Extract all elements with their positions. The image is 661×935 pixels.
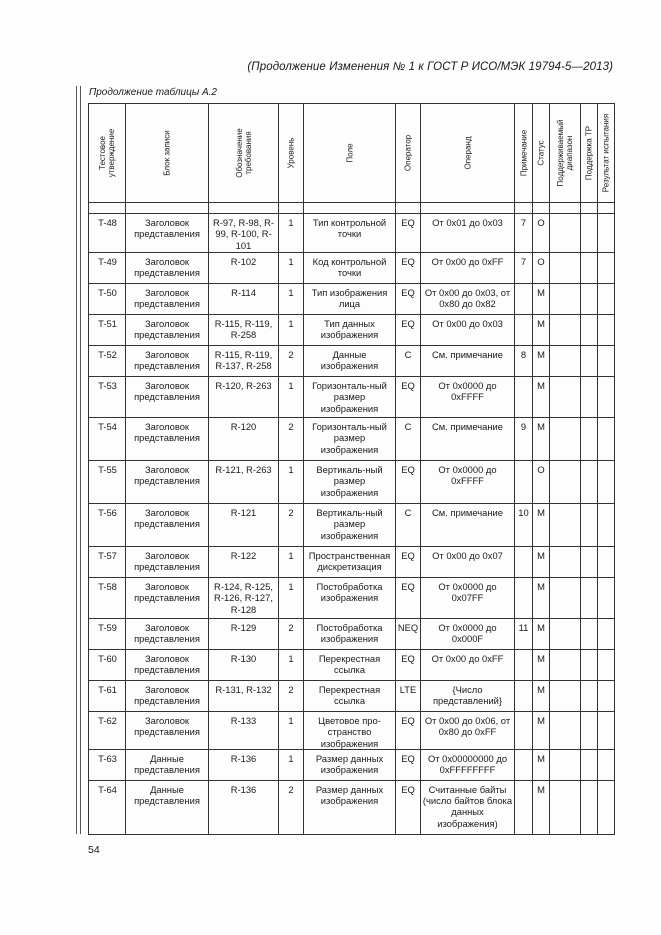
cell-test-id: T-57 <box>89 547 126 578</box>
cell-status: M <box>533 749 550 780</box>
cell-operator: C <box>396 346 421 377</box>
col-header-level: Уровень <box>279 104 304 203</box>
cell-record-block: Заголовок представления <box>126 578 209 619</box>
cell-test-id: T-63 <box>89 749 126 780</box>
cell-operator: EQ <box>396 650 421 681</box>
cell-note <box>515 681 533 712</box>
table-row <box>89 547 615 578</box>
cell-level: 1 <box>279 749 304 780</box>
cell-level: 1 <box>279 284 304 315</box>
cell-operand: См. примечание <box>421 418 515 461</box>
cell-status: M <box>533 780 550 834</box>
cell-range <box>550 346 581 377</box>
cell-field: Горизонталь-ный размер изображения <box>304 377 396 418</box>
cell-record-block: Заголовок представления <box>126 461 209 504</box>
cell-field: Перекрестная ссылка <box>304 681 396 712</box>
cell-level: 1 <box>279 547 304 578</box>
col-header-result: Результат испытания <box>598 104 615 203</box>
cell-field: Постобработка изображения <box>304 619 396 650</box>
cell-level: 1 <box>279 712 304 750</box>
col-header-req: Обозначение требования <box>209 104 279 203</box>
cell-result <box>598 712 615 750</box>
cell-range <box>550 253 581 284</box>
cell-range <box>550 504 581 547</box>
cell-operand: От 0x00 до 0xFF <box>421 650 515 681</box>
cell-result <box>598 377 615 418</box>
cell-operator: C <box>396 504 421 547</box>
cell-operand: От 0x00 до 0x06, от 0x80 до 0xFF <box>421 712 515 750</box>
cell-tp-support <box>581 253 598 284</box>
cell-tp-support <box>581 214 598 253</box>
cell-level: 1 <box>279 214 304 253</box>
cell-status: M <box>533 619 550 650</box>
cell-test-id: T-49 <box>89 253 126 284</box>
cell-note <box>515 749 533 780</box>
cell-requirement: R-136 <box>209 749 279 780</box>
cell-field: Пространственная дискретизация <box>304 547 396 578</box>
cell-operand: От 0x01 до 0x03 <box>421 214 515 253</box>
cell-result <box>598 284 615 315</box>
requirements-table <box>88 103 615 835</box>
cell-record-block: Заголовок представления <box>126 214 209 253</box>
cell-result <box>598 315 615 346</box>
cell-operand: От 0x0000 до 0xFFFF <box>421 377 515 418</box>
cell-status: M <box>533 315 550 346</box>
cell-record-block: Заголовок представления <box>126 681 209 712</box>
cell-test-id: T-56 <box>89 504 126 547</box>
cell-result <box>598 504 615 547</box>
cell-result <box>598 547 615 578</box>
cell-note <box>515 284 533 315</box>
cell-result <box>598 749 615 780</box>
cell-status: M <box>533 418 550 461</box>
cell-level: 1 <box>279 650 304 681</box>
cell-requirement: R-97, R-98, R-99, R-100, R-101 <box>209 214 279 253</box>
cell-tp-support <box>581 650 598 681</box>
cell-status: M <box>533 681 550 712</box>
table-row <box>89 461 615 504</box>
cell-field: Тип изображения лица <box>304 284 396 315</box>
cell-result <box>598 681 615 712</box>
cell-requirement: R-129 <box>209 619 279 650</box>
cell-requirement: R-136 <box>209 780 279 834</box>
cell-note: 11 <box>515 619 533 650</box>
cell-range <box>550 284 581 315</box>
cell-operator: EQ <box>396 780 421 834</box>
cell-note: 9 <box>515 418 533 461</box>
cell-operator: EQ <box>396 461 421 504</box>
table-caption: Продолжение таблицы А.2 <box>89 87 217 98</box>
cell-tp-support <box>581 749 598 780</box>
cell-operator: EQ <box>396 315 421 346</box>
cell-field: Горизонталь-ный размер изображения <box>304 418 396 461</box>
cell-test-id: T-62 <box>89 712 126 750</box>
cell-requirement: R-114 <box>209 284 279 315</box>
col-header-field: Поле <box>304 104 396 203</box>
cell-tp-support <box>581 315 598 346</box>
cell-requirement: R-122 <box>209 547 279 578</box>
cell-operand: {Число представлений} <box>421 681 515 712</box>
cell-requirement: R-120, R-263 <box>209 377 279 418</box>
cell-note <box>515 461 533 504</box>
col-header-operator: Оператор <box>396 104 421 203</box>
cell-operator: EQ <box>396 284 421 315</box>
cell-tp-support <box>581 712 598 750</box>
cell-record-block: Заголовок представления <box>126 377 209 418</box>
cell-test-id: T-52 <box>89 346 126 377</box>
col-header-operand: Операнд <box>421 104 515 203</box>
cell-test-id: T-59 <box>89 619 126 650</box>
cell-field: Цветовое про-странство изображения <box>304 712 396 750</box>
cell-result <box>598 578 615 619</box>
cell-operand: От 0x00 до 0x07 <box>421 547 515 578</box>
cell-requirement: R-121 <box>209 504 279 547</box>
page-number: 54 <box>88 844 100 856</box>
cell-tp-support <box>581 504 598 547</box>
table-row <box>89 650 615 681</box>
cell-field: Размер данных изображения <box>304 780 396 834</box>
cell-level: 2 <box>279 418 304 461</box>
cell-operator: EQ <box>396 377 421 418</box>
cell-range <box>550 214 581 253</box>
cell-record-block: Заголовок представления <box>126 619 209 650</box>
cell-tp-support <box>581 578 598 619</box>
table-row <box>89 346 615 377</box>
cell-status: M <box>533 504 550 547</box>
cell-operator: EQ <box>396 578 421 619</box>
cell-record-block: Заголовок представления <box>126 346 209 377</box>
cell-test-id: T-50 <box>89 284 126 315</box>
cell-status: M <box>533 650 550 681</box>
col-header-range: Поддерживаемый диапазон <box>550 104 581 203</box>
cell-test-id: T-51 <box>89 315 126 346</box>
cell-note <box>515 578 533 619</box>
table-row <box>89 749 615 780</box>
cell-record-block: Заголовок представления <box>126 315 209 346</box>
cell-result <box>598 619 615 650</box>
col-header-note: Примечание <box>515 104 533 203</box>
cell-requirement: R-120 <box>209 418 279 461</box>
cell-operator: EQ <box>396 712 421 750</box>
cell-operand: См. примечание <box>421 346 515 377</box>
cell-note <box>515 712 533 750</box>
cell-operand: От 0x0000 до 0xFFFF <box>421 461 515 504</box>
cell-range <box>550 681 581 712</box>
cell-requirement: R-131, R-132 <box>209 681 279 712</box>
cell-range <box>550 377 581 418</box>
cell-note <box>515 315 533 346</box>
table-row <box>89 377 615 418</box>
cell-range <box>550 619 581 650</box>
cell-range <box>550 418 581 461</box>
cell-operand: От 0x0000 до 0x000F <box>421 619 515 650</box>
cell-operand: От 0x00000000 до 0xFFFFFFFF <box>421 749 515 780</box>
col-header-block: Блок записи <box>126 104 209 203</box>
cell-range <box>550 578 581 619</box>
cell-operand: От 0x00 до 0xFF <box>421 253 515 284</box>
cell-field: Вертикаль-ный размер изображения <box>304 504 396 547</box>
cell-field: Данные изображения <box>304 346 396 377</box>
cell-tp-support <box>581 284 598 315</box>
cell-tp-support <box>581 681 598 712</box>
cell-record-block: Данные представления <box>126 780 209 834</box>
cell-operator: EQ <box>396 214 421 253</box>
cell-level: 1 <box>279 253 304 284</box>
cell-requirement: R-124, R-125, R-126, R-127, R-128 <box>209 578 279 619</box>
cell-test-id: T-58 <box>89 578 126 619</box>
header-spacer-row <box>89 203 615 214</box>
table-row <box>89 315 615 346</box>
table-row <box>89 712 615 750</box>
cell-tp-support <box>581 461 598 504</box>
cell-range <box>550 315 581 346</box>
col-header-test: Тестовое утверждение <box>89 104 126 203</box>
cell-result <box>598 253 615 284</box>
cell-level: 2 <box>279 681 304 712</box>
cell-operator: NEQ <box>396 619 421 650</box>
cell-level: 1 <box>279 578 304 619</box>
cell-status: M <box>533 547 550 578</box>
cell-operator: EQ <box>396 749 421 780</box>
cell-result <box>598 780 615 834</box>
cell-status: O <box>533 461 550 504</box>
cell-requirement: R-121, R-263 <box>209 461 279 504</box>
cell-level: 1 <box>279 315 304 346</box>
cell-requirement: R-102 <box>209 253 279 284</box>
cell-note <box>515 547 533 578</box>
cell-range <box>550 650 581 681</box>
cell-field: Постобработка изображения <box>304 578 396 619</box>
change-bar <box>76 86 77 834</box>
cell-result <box>598 461 615 504</box>
cell-field: Вертикаль-ный размер изображения <box>304 461 396 504</box>
cell-requirement: R-130 <box>209 650 279 681</box>
cell-record-block: Заголовок представления <box>126 504 209 547</box>
cell-level: 2 <box>279 619 304 650</box>
cell-requirement: R-115, R-119, R-137, R-258 <box>209 346 279 377</box>
cell-status: M <box>533 346 550 377</box>
cell-note: 7 <box>515 253 533 284</box>
table-body <box>89 214 615 835</box>
running-title: (Продолжение Изменения № 1 к ГОСТ Р ИСО/МЭК 19794-5—2013) <box>247 61 613 73</box>
table-row <box>89 418 615 461</box>
table-row <box>89 504 615 547</box>
table-row <box>89 578 615 619</box>
cell-note: 7 <box>515 214 533 253</box>
cell-record-block: Заголовок представления <box>126 418 209 461</box>
table-row <box>89 284 615 315</box>
cell-note <box>515 377 533 418</box>
table-row <box>89 214 615 253</box>
cell-test-id: T-48 <box>89 214 126 253</box>
cell-status: M <box>533 578 550 619</box>
cell-note <box>515 650 533 681</box>
cell-field: Размер данных изображения <box>304 749 396 780</box>
change-bar-inner <box>80 86 81 834</box>
cell-test-id: T-55 <box>89 461 126 504</box>
cell-note: 10 <box>515 504 533 547</box>
table-row <box>89 780 615 834</box>
cell-level: 2 <box>279 780 304 834</box>
cell-status: M <box>533 712 550 750</box>
cell-level: 1 <box>279 377 304 418</box>
cell-tp-support <box>581 346 598 377</box>
cell-operand: От 0x00 до 0x03 <box>421 315 515 346</box>
cell-status: O <box>533 253 550 284</box>
cell-level: 1 <box>279 461 304 504</box>
cell-result <box>598 650 615 681</box>
cell-record-block: Заголовок представления <box>126 547 209 578</box>
cell-status: M <box>533 377 550 418</box>
cell-test-id: T-60 <box>89 650 126 681</box>
cell-level: 2 <box>279 504 304 547</box>
table-header-row <box>89 104 615 203</box>
cell-field: Перекрестная ссылка <box>304 650 396 681</box>
cell-record-block: Заголовок представления <box>126 650 209 681</box>
cell-tp-support <box>581 780 598 834</box>
cell-operator: LTE <box>396 681 421 712</box>
table-row <box>89 253 615 284</box>
cell-operand: От 0x00 до 0x03, от 0x80 до 0x82 <box>421 284 515 315</box>
cell-operand: Считанные байты (число байтов блока данных изображения) <box>421 780 515 834</box>
cell-record-block: Заголовок представления <box>126 284 209 315</box>
cell-operand: От 0x0000 до 0x07FF <box>421 578 515 619</box>
cell-result <box>598 214 615 253</box>
cell-status: O <box>533 214 550 253</box>
cell-test-id: T-53 <box>89 377 126 418</box>
cell-result <box>598 418 615 461</box>
cell-tp-support <box>581 377 598 418</box>
cell-tp-support <box>581 418 598 461</box>
cell-operator: EQ <box>396 547 421 578</box>
cell-field: Тип данных изображения <box>304 315 396 346</box>
cell-record-block: Данные представления <box>126 749 209 780</box>
table-row <box>89 619 615 650</box>
cell-range <box>550 749 581 780</box>
cell-operator: C <box>396 418 421 461</box>
cell-test-id: T-64 <box>89 780 126 834</box>
cell-tp-support <box>581 547 598 578</box>
cell-test-id: T-54 <box>89 418 126 461</box>
cell-range <box>550 780 581 834</box>
cell-field: Тип контрольной точки <box>304 214 396 253</box>
cell-note: 8 <box>515 346 533 377</box>
table-row <box>89 681 615 712</box>
cell-record-block: Заголовок представления <box>126 712 209 750</box>
cell-operator: EQ <box>396 253 421 284</box>
cell-result <box>598 346 615 377</box>
col-header-status: Статус <box>533 104 550 203</box>
cell-note <box>515 780 533 834</box>
cell-requirement: R-115, R-119, R-258 <box>209 315 279 346</box>
cell-record-block: Заголовок представления <box>126 253 209 284</box>
cell-test-id: T-61 <box>89 681 126 712</box>
cell-operand: См. примечание <box>421 504 515 547</box>
cell-tp-support <box>581 619 598 650</box>
cell-range <box>550 547 581 578</box>
cell-range <box>550 712 581 750</box>
cell-level: 2 <box>279 346 304 377</box>
cell-status: M <box>533 284 550 315</box>
cell-requirement: R-133 <box>209 712 279 750</box>
cell-field: Код контрольной точки <box>304 253 396 284</box>
col-header-tp: Поддержка TP <box>581 104 598 203</box>
cell-range <box>550 461 581 504</box>
